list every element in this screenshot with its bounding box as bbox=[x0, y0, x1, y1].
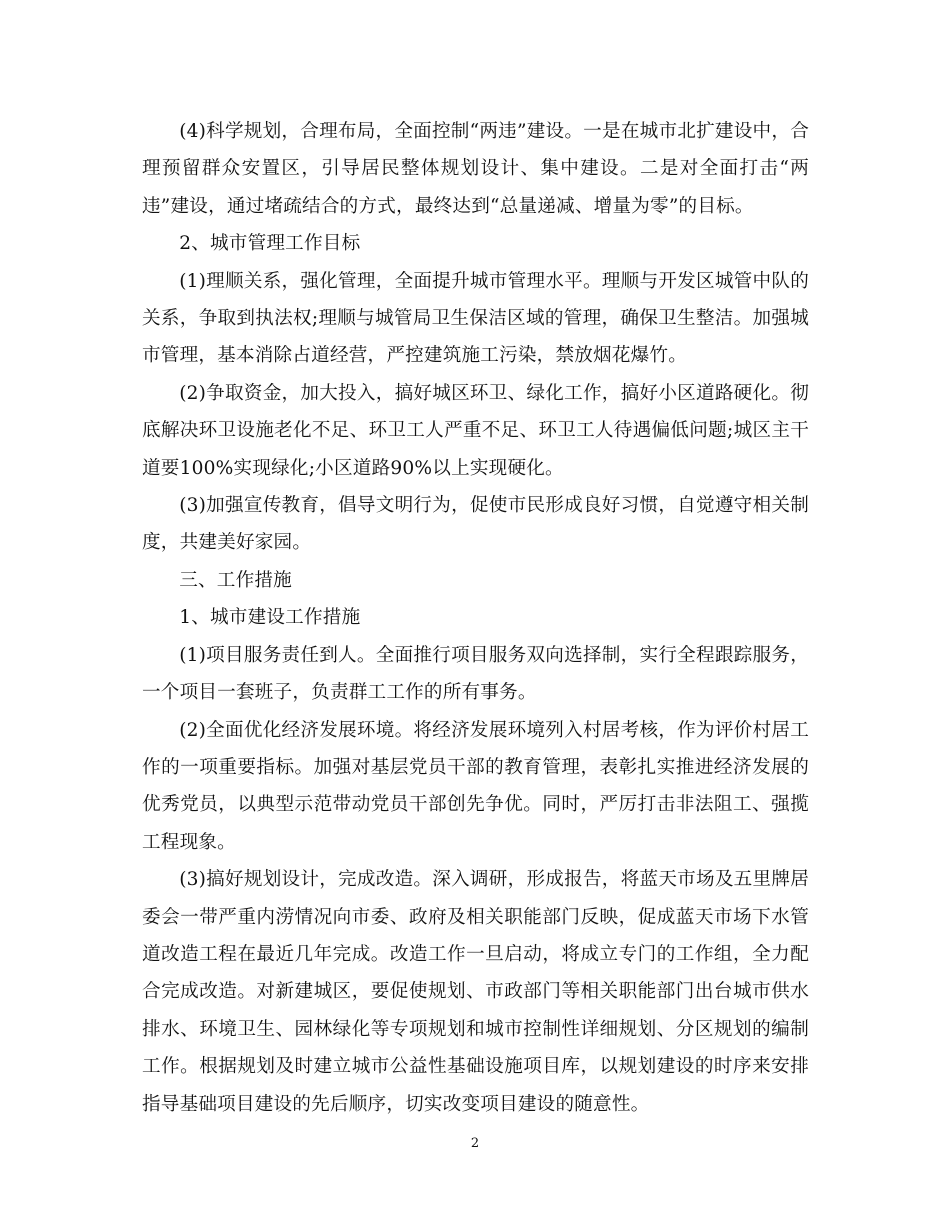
paragraph-item-4-planning: (4)科学规划，合理布局，全面控制“两违”建设。一是在城市北扩建设中，合理预留群众安置区，引导居民整体规划设计、集中建设。二是对全面打击“两违”建设，通过堵疏结合的方式，最终达到“总量递减、增量为零”的目标。 bbox=[142, 121, 809, 217]
paragraph-item-1-management: (1)理顺关系，强化管理，全面提升城市管理水平。理顺与开发区城管中队的关系，争取到执法权;理顺与城管局卫生保洁区域的管理，确保卫生整洁。加强城市管理，基本消除占道经营，严控建筑施工污染，禁放烟花爆竹。 bbox=[142, 270, 809, 367]
paragraph-measure-2-environment: (2)全面优化经济发展环境。将经济发展环境列入村居考核，作为评价村居工作的一项重要指标。加强对基层党员干部的教育管理，表彰扎实推进经济发展的优秀党员，以典型示范带动党员干部创先争优。同时，严厉打击非法阻工、强揽工程现象。 bbox=[142, 719, 809, 853]
paragraph-item-2-funding: (2)争取资金，加大投入，搞好城区环卫、绿化工作，搞好小区道路硬化。彻底解决环卫设施老化不足、环卫工人严重不足、环卫工人待遇偏低问题;城区主干道要100%实现绿化;小区道路90%以上实现硬化。 bbox=[142, 382, 809, 479]
document-body bbox=[142, 113, 809, 1123]
page-number: 2 bbox=[470, 1136, 480, 1151]
paragraph-measure-1-project-service: (1)项目服务责任到人。全面推行项目服务双向选择制，实行全程跟踪服务，一个项目一套班子，负责群工工作的所有事务。 bbox=[142, 644, 809, 704]
heading-work-measures: 三、工作措施 bbox=[179, 569, 292, 591]
paragraph-item-3-education: (3)加强宣传教育，倡导文明行为，促使市民形成良好习惯，自觉遵守相关制度，共建美好家园。 bbox=[142, 495, 809, 554]
heading-city-construction-measures: 1、城市建设工作措施 bbox=[179, 607, 361, 629]
heading-city-management-goals: 2、城市管理工作目标 bbox=[179, 233, 361, 255]
paragraph-measure-3-planning-design: (3)搞好规划设计，完成改造。深入调研，形成报告，将蓝天市场及五里牌居委会一带严重内涝情况向市委、政府及相关职能部门反映，促成蓝天市场下水管道改造工程在最近几年完成。改造工作一旦启动，将成立专门的工作组，全力配合完成改造。对新建城区，要促使规划、市政部门等相关职能部门出台城市供水排水、环境卫生、园林绿化等专项规划和城市控制性详细规划、分区规划的编制工作。根据规划及时建立城市公益性基础设施项目库，以规划建设的时序来安排指导基础项目建设的先后顺序，切实改变项目建设的随意性。 bbox=[142, 869, 809, 1115]
